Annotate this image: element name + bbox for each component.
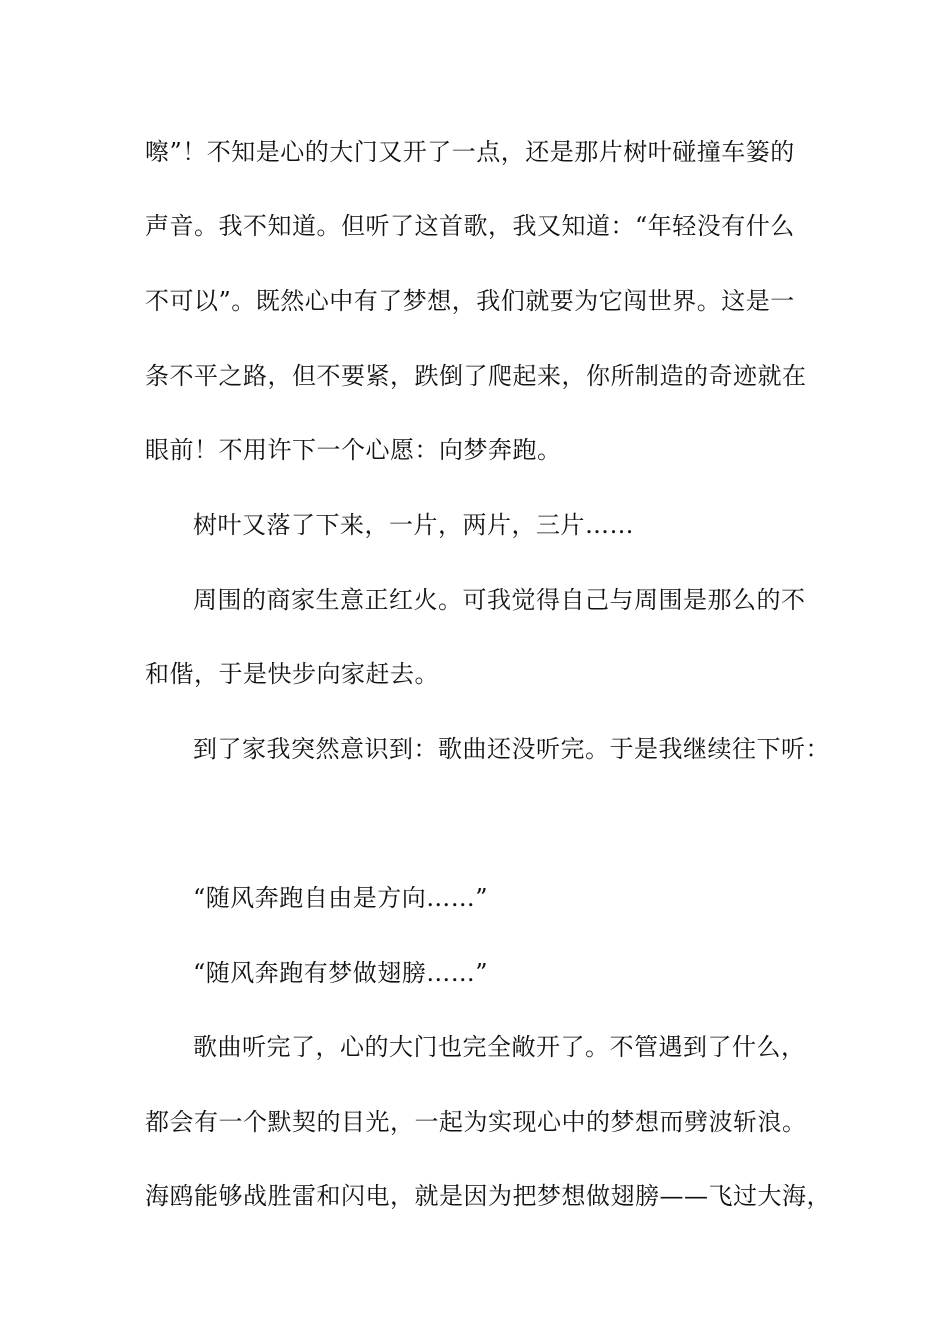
text-line: 和偕，于是快步向家赶去。 <box>145 660 439 688</box>
paragraph-line: 树叶又落了下来，一片，两片，三片…… <box>193 511 634 539</box>
paragraph-line: 到了家我突然意识到：歌曲还没听完。于是我继续往下听： <box>193 735 830 763</box>
text-line: 条不平之路，但不要紧，跌倒了爬起来，你所制造的奇迹就在 <box>145 362 807 390</box>
lyric-line: “随风奔跑有梦做翅膀……” <box>193 959 489 987</box>
text-line: 眼前！不用许下一个心愿：向梦奔跑。 <box>145 436 562 464</box>
lyric-line: “随风奔跑自由是方向……” <box>193 884 489 912</box>
text-line: 都会有一个默契的目光，一起为实现心中的梦想而劈波斩浪。 <box>145 1108 807 1136</box>
paragraph-line: 歌曲听完了，心的大门也完全敞开了。不管遇到了什么， <box>193 1033 806 1061</box>
text-line: 不可以”。既然心中有了梦想，我们就要为它闯世界。这是一 <box>145 287 795 315</box>
paragraph-line: 周围的商家生意正红火。可我觉得自己与周围是那么的不 <box>193 586 806 614</box>
text-line: 嚓”！不知是心的大门又开了一点，还是那片树叶碰撞车篓的 <box>145 138 795 166</box>
text-line: 海鸥能够战胜雷和闪电，就是因为把梦想做翅膀——飞过大海， <box>145 1182 831 1210</box>
text-line: 声音。我不知道。但听了这首歌，我又知道：“年轻没有什么 <box>145 212 795 240</box>
